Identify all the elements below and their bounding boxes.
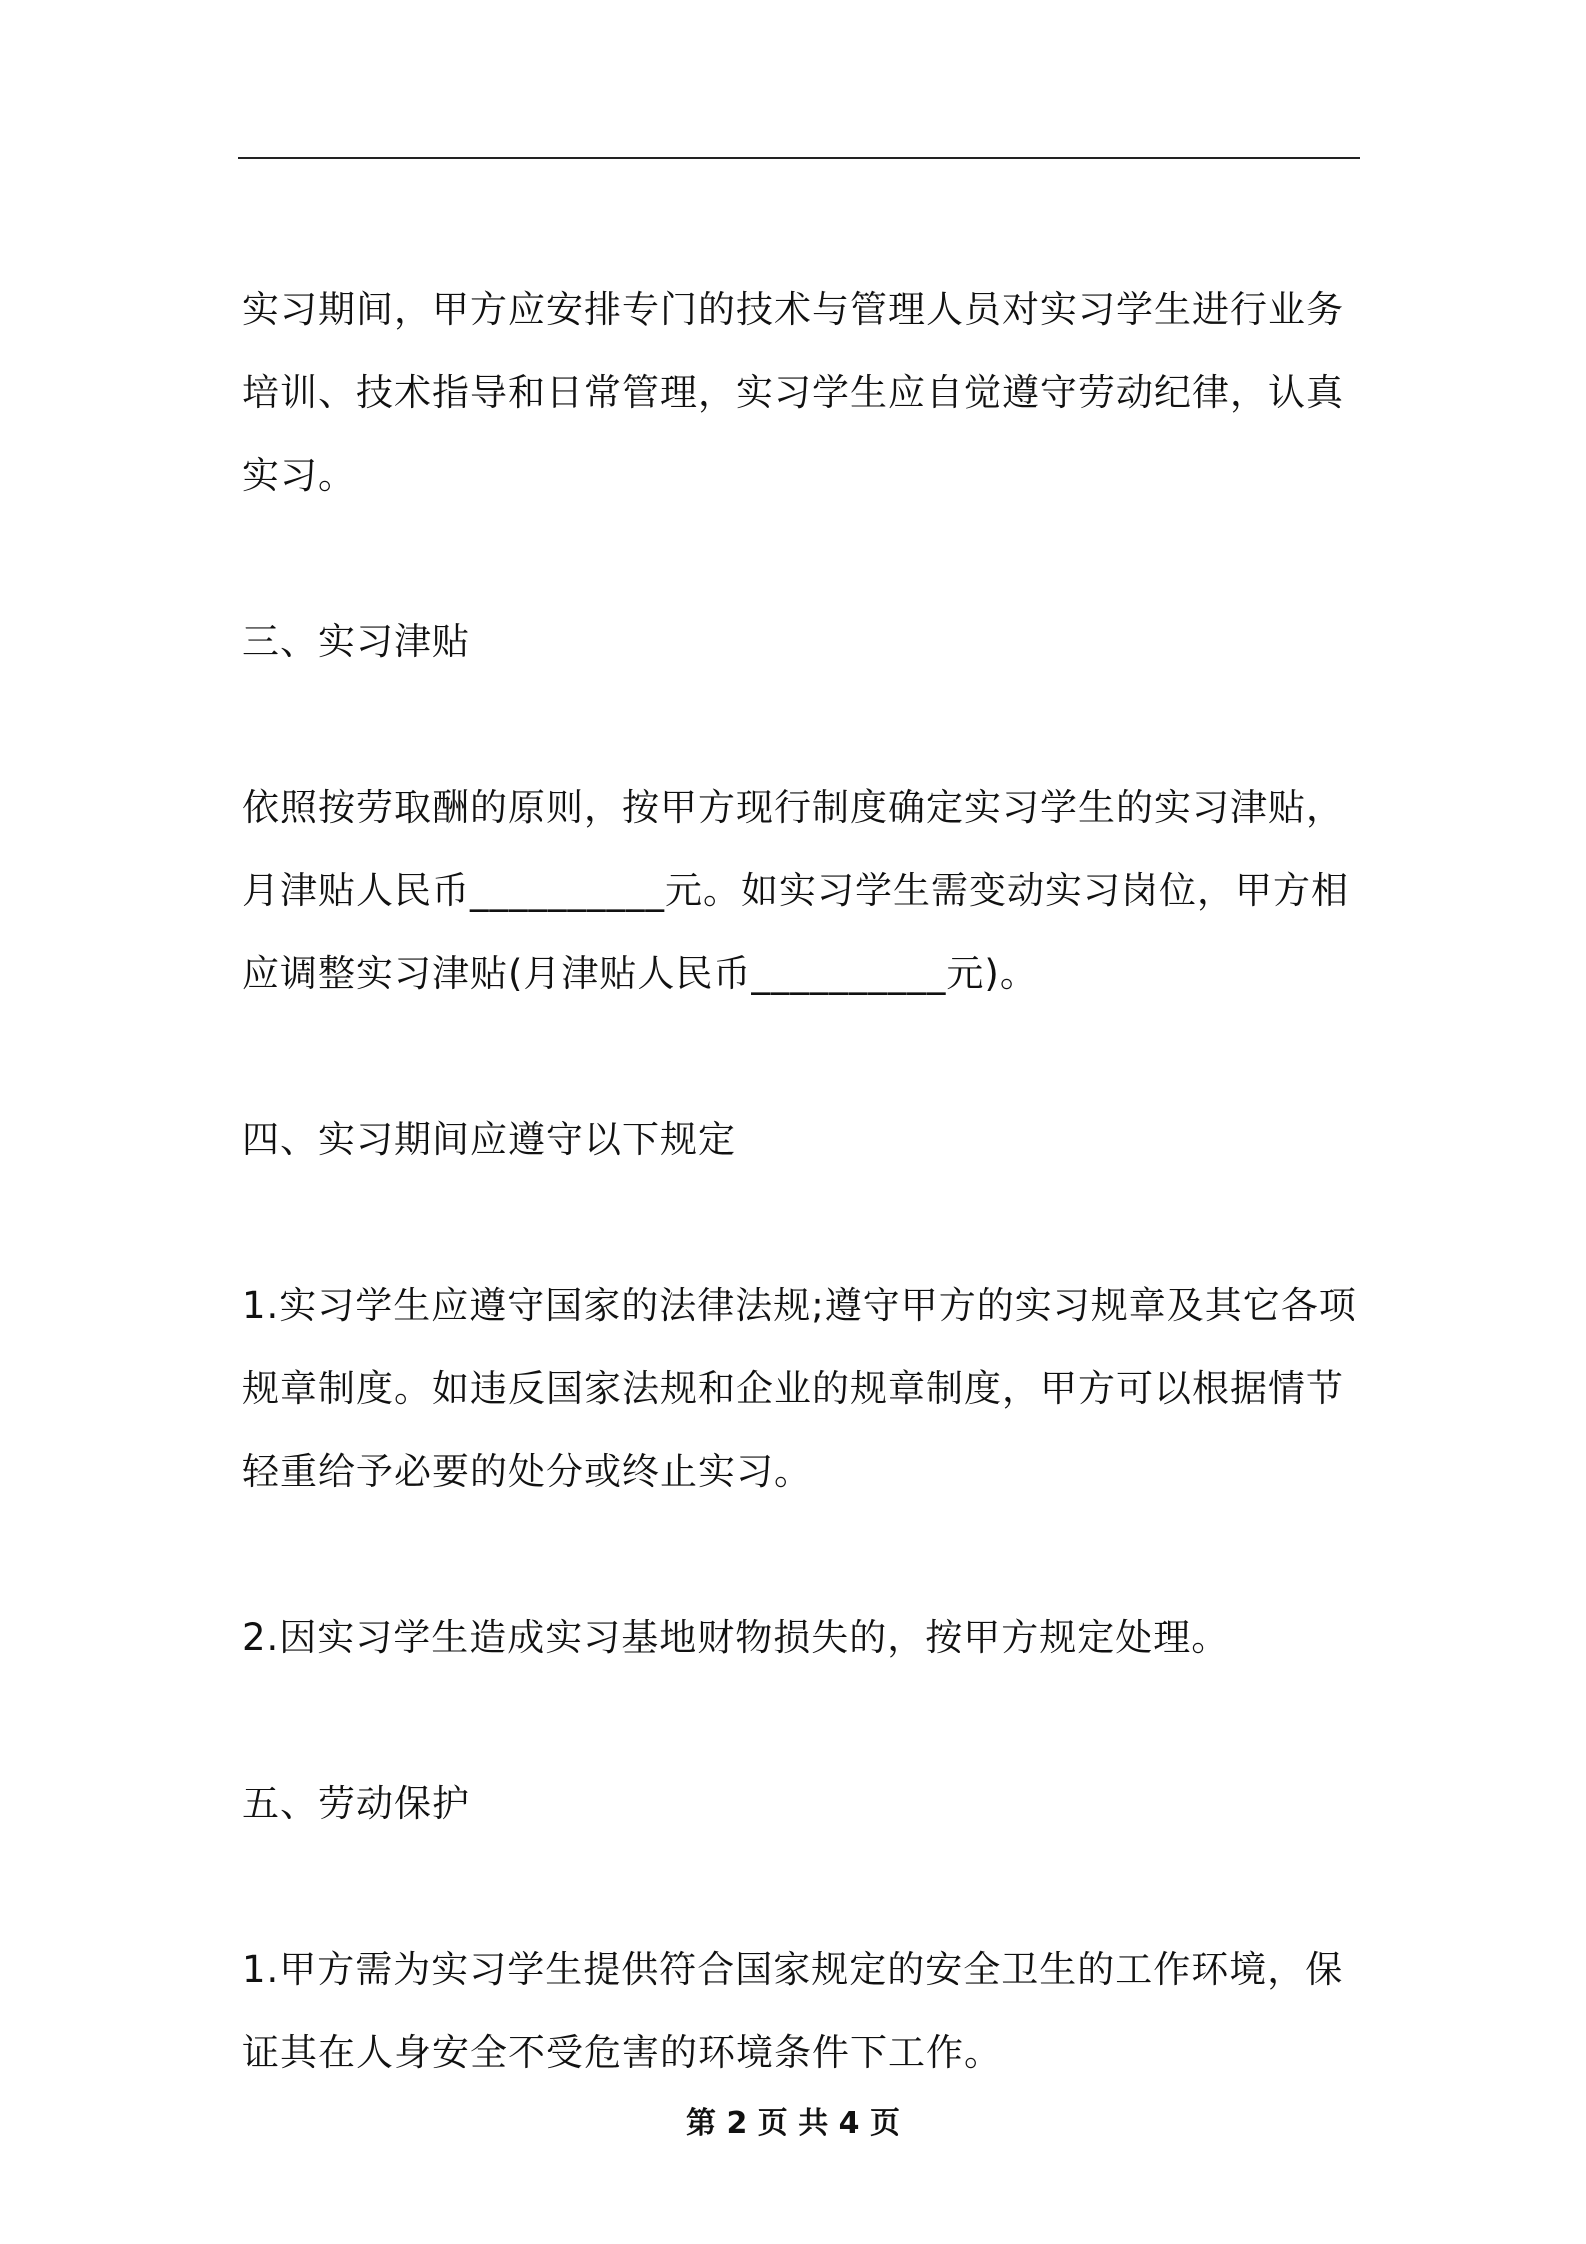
document-body — [242, 268, 1362, 2094]
page-number: 第 2 页 共 4 页 — [686, 2106, 900, 2141]
paragraph-rule-2: 2.因实习学生造成实习基地财物损失的，按甲方规定处理。 — [242, 1616, 1230, 1659]
section-heading-rules: 四、实习期间应遵守以下规定 — [242, 1118, 736, 1161]
paragraph-rule-1: 1.实习学生应遵守国家的法律法规;遵守甲方的实习规章及其它各项规章制度。如违反国家法规和企业的规章制度，甲方可以根据情节轻重给予必要的处分或终止实习。 — [242, 1284, 1357, 1493]
section-heading-allowance: 三、实习津贴 — [242, 620, 470, 663]
header-divider — [238, 157, 1360, 159]
section-heading-labor-protection: 五、劳动保护 — [242, 1782, 470, 1825]
paragraph-internship-management: 实习期间，甲方应安排专门的技术与管理人员对实习学生进行业务培训、技术指导和日常管理，实习学生应自觉遵守劳动纪律，认真实习。 — [242, 288, 1344, 497]
paragraph-protection-1: 1.甲方需为实习学生提供符合国家规定的安全卫生的工作环境，保证其在人身安全不受危害的环境条件下工作。 — [242, 1948, 1344, 2074]
paragraph-allowance: 依照按劳取酬的原则，按甲方现行制度确定实习学生的实习津贴，月津贴人民币__________元。如实习学生需变动实习岗位，甲方相应调整实习津贴(月津贴人民币__________元)。 — [242, 786, 1349, 995]
